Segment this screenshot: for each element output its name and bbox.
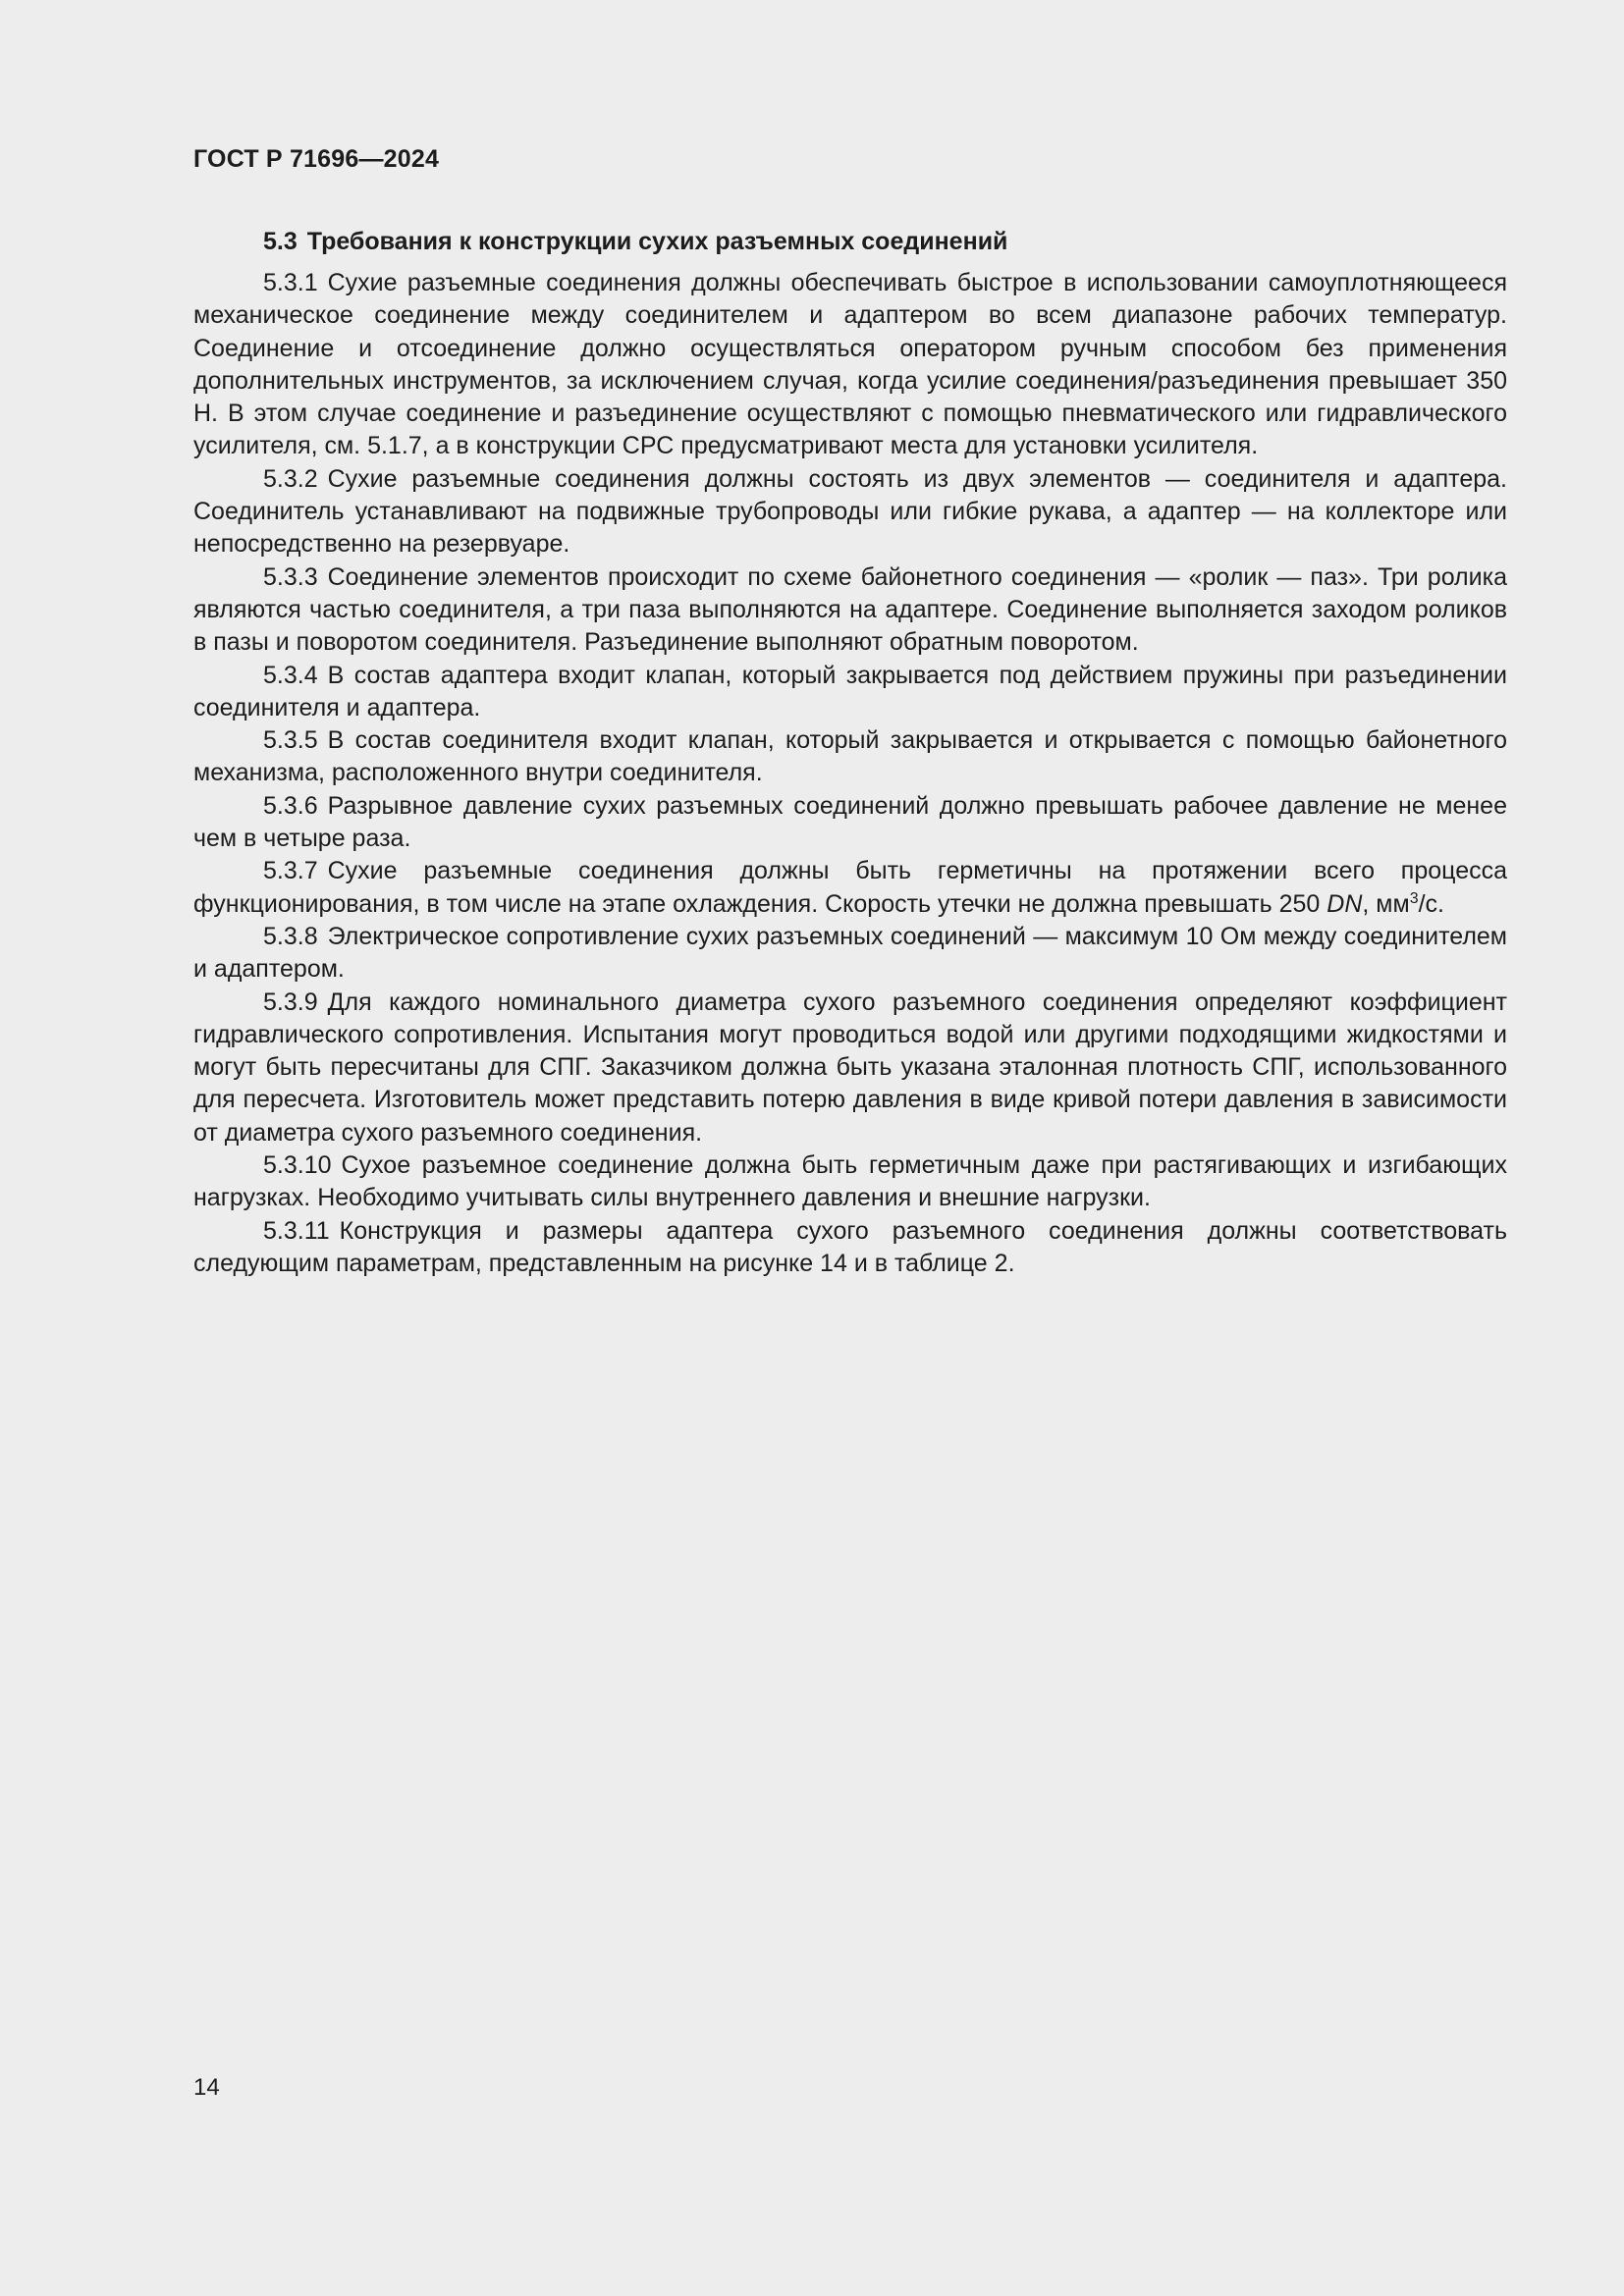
paragraph-5-3-8 (193, 921, 1507, 987)
paragraph-number: 5.3.7 (263, 857, 318, 885)
unit-tail: /с. (1418, 889, 1444, 918)
paragraph-text: Соединение элементов происходит по схеме байонетного соединения — «ролик — паз». Три ролика являются частью соединителя, а три паза выполняются на адаптере. Соединение выполняется заходом роликов в пазы и поворотом соединителя. Разъединение выполняют обратным поворотом. (193, 562, 1507, 657)
paragraph-text: В состав соединителя входит клапан, который закрывается и открывается с помощью байонетного механизма, расположенного внутри соединителя. (193, 726, 1507, 787)
paragraph-5-3-5 (193, 724, 1507, 790)
paragraph-number: 5.3.9 (263, 988, 318, 1016)
paragraph-number: 5.3.2 (263, 464, 318, 493)
unit-exponent: 3 (1409, 889, 1419, 907)
paragraph-text: Для каждого номинального диаметра сухого разъемного соединения определяют коэффициент гидравлического сопротивления. Испытания могут проводиться водой или другими подходящими жидкостями и могут быть пересчитаны для СПГ. Заказчиком должна быть указана эталонная плотность СПГ, использованного для пересчета. Изготовитель может представить потерю давления в виде кривой потери давления в зависимости от диаметра сухого разъемного соединения. (193, 988, 1507, 1147)
paragraph-5-3-1 (193, 267, 1507, 463)
paragraph-number: 5.3.6 (263, 791, 318, 820)
paragraph-number: 5.3.4 (263, 661, 318, 689)
paragraph-text: Разрывное давление сухих разъемных соединений должно превышать рабочее давление не менее чем в четыре раза. (193, 791, 1507, 853)
paragraph-text: Электрическое сопротивление сухих разъемных соединений — максимум 10 Ом между соединителем и адаптером. (193, 922, 1507, 984)
paragraph-number: 5.3.5 (263, 726, 318, 755)
document-body (193, 224, 1507, 1280)
paragraph-number: 5.3.3 (263, 562, 318, 591)
paragraph-text: Сухие разъемные соединения должны обеспечивать быстрое в использовании самоуплотняющееся механическое соединение между соединителем и адаптером во всем диапазоне рабочих температур. Соединение и отсоединение должно осуществляться оператором ручным способом без применения дополнительных инструментов, за исключением случая, когда усилие соединения/разъединения превышает 350 Н. В этом случае соединение и разъединение осуществляют с помощью пневматического или гидравлического усилителя, см. 5.1.7, а в конструкции СРС предусматривают места для установки усилителя. (193, 269, 1507, 460)
paragraph-5-3-9 (193, 987, 1507, 1149)
paragraph-number: 5.3.8 (263, 922, 318, 950)
paragraph-text: Сухое разъемное соединение должна быть герметичным даже при растягивающих и изгибающих нагрузках. Необходимо учитывать силы внутреннего давления и внешние нагрузки. (193, 1151, 1507, 1212)
paragraph-5-3-7 (193, 855, 1507, 921)
document-id: ГОСТ Р 71696—2024 (193, 145, 440, 173)
paragraph-5-3-11 (193, 1215, 1507, 1281)
page-number: 14 (193, 2074, 220, 2101)
dn-symbol: DN (1326, 889, 1363, 918)
section-number: 5.3 (263, 228, 298, 255)
unit-text: , мм (1362, 889, 1410, 918)
section-title: Требования к конструкции сухих разъемных соединений (306, 228, 1008, 255)
paragraph-text: Конструкция и размеры адаптера сухого разъемного соединения должны соответствовать следующим параметрам, представленным на рисунке 14 и в таблице 2. (193, 1216, 1507, 1277)
paragraph-5-3-2 (193, 463, 1507, 561)
paragraph-5-3-3 (193, 561, 1507, 660)
paragraph-text: В состав адаптера входит клапан, который закрывается под действием пружины при разъединении соединителя и адаптера. (193, 661, 1507, 721)
paragraph-number: 5.3.11 (263, 1216, 330, 1245)
paragraph-5-3-4 (193, 660, 1507, 725)
paragraph-text: Сухие разъемные соединения должны быть герметичны на протяжении всего процесса функционирования, в том числе на этапе охлаждения. Скорость утечки не должна превышать 250 (193, 857, 1507, 918)
section-heading (193, 224, 1507, 259)
paragraph-text: Сухие разъемные соединения должны состоять из двух элементов — соединителя и адаптера. Соединитель устанавливают на подвижные трубопроводы или гибкие рукава, а адаптер — на коллекторе или непосредственно на резервуаре. (193, 464, 1507, 559)
paragraph-5-3-6 (193, 790, 1507, 856)
paragraph-number: 5.3.1 (263, 269, 318, 296)
paragraph-5-3-10 (193, 1149, 1507, 1215)
paragraph-number: 5.3.10 (263, 1151, 332, 1180)
